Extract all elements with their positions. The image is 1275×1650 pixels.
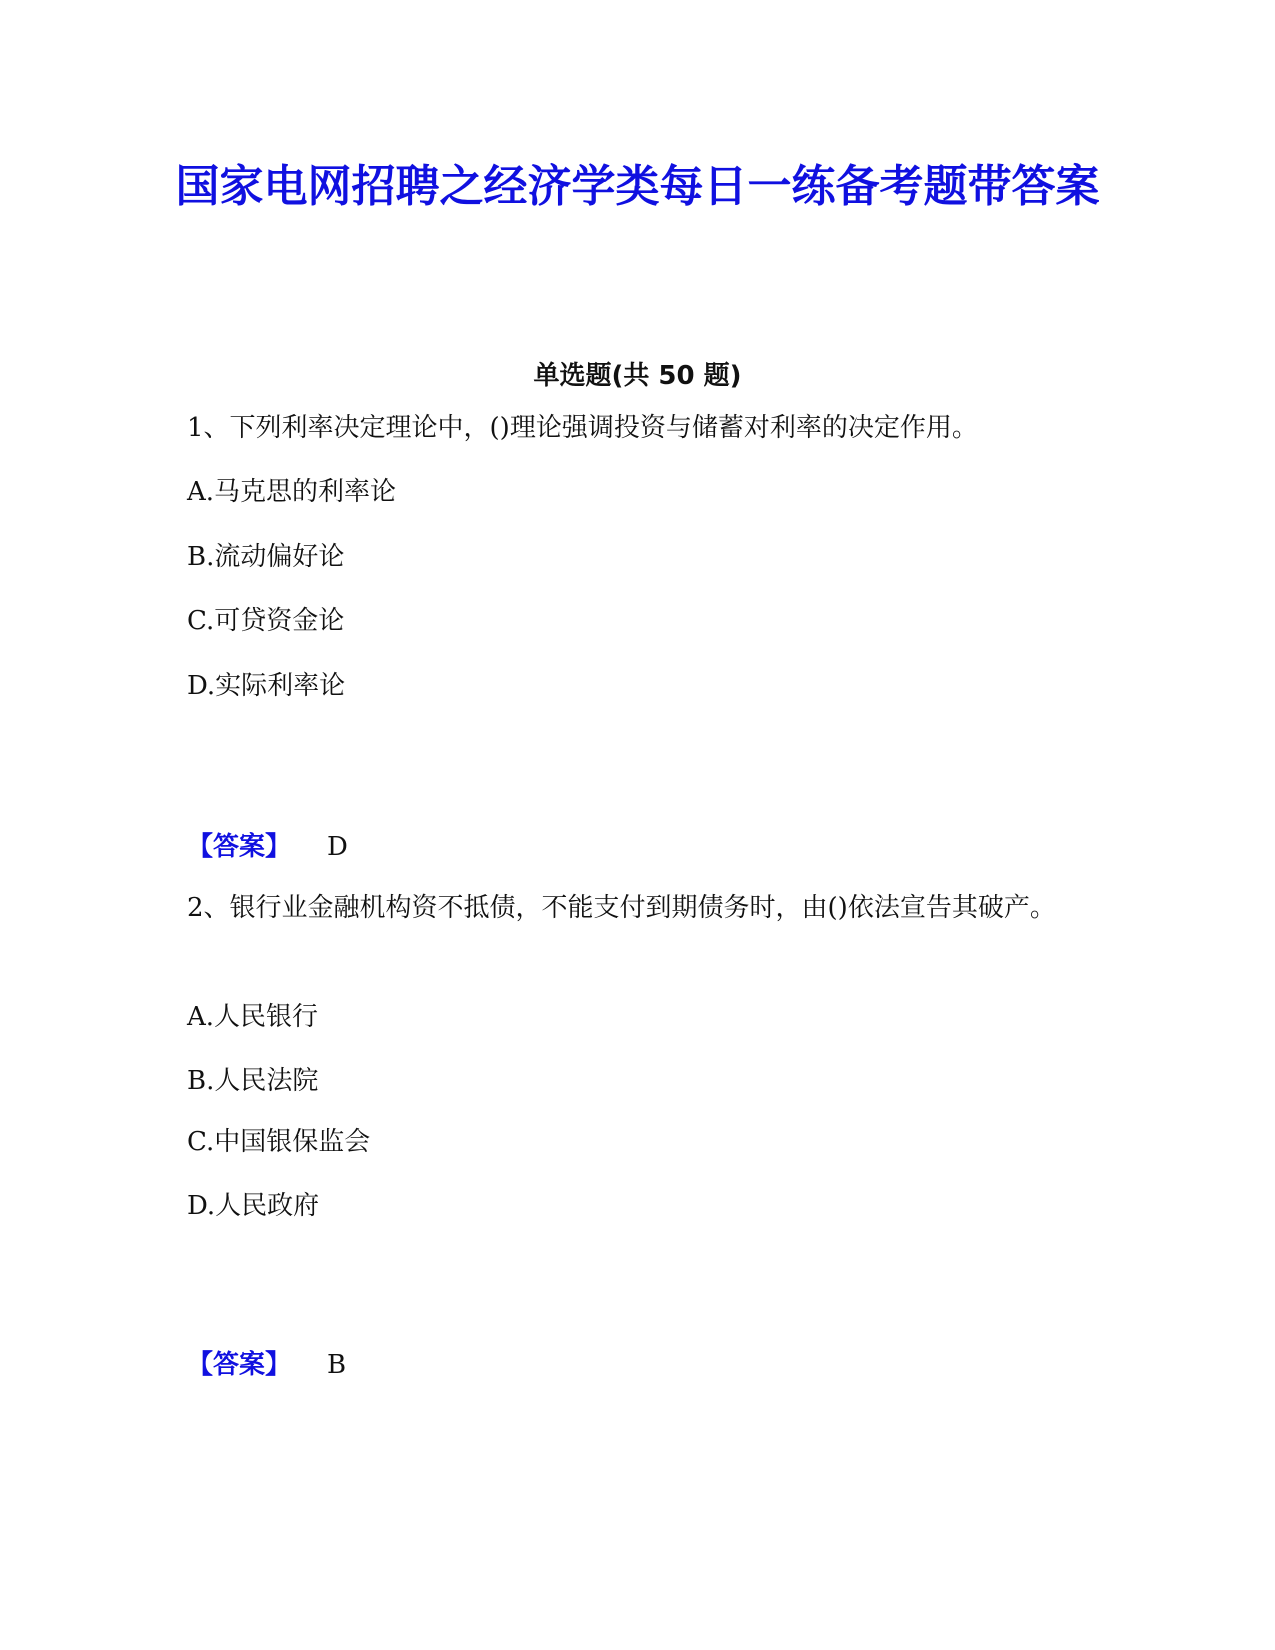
- page-title: 国家电网招聘之经济学类每日一练备考题带答案: [175, 161, 1100, 212]
- answer-label: 【答案】: [187, 1350, 292, 1380]
- question-2-option-a: A.人民银行: [187, 1002, 319, 1032]
- section-heading: 单选题(共 50 题): [533, 361, 742, 391]
- question-1-option-b: B.流动偏好论: [187, 542, 345, 572]
- question-2-option-d: D.人民政府: [187, 1191, 320, 1221]
- answer-value: B: [327, 1350, 347, 1380]
- answer-value: D: [327, 832, 348, 862]
- question-1-option-c: C.可贷资金论: [187, 606, 345, 636]
- question-2-text: 2、银行业金融机构资不抵债，不能支付到期债务时，由()依法宣告其破产。: [187, 893, 1056, 923]
- question-1-option-a: A.马克思的利率论: [187, 477, 397, 507]
- question-2-option-c: C.中国银保监会: [187, 1127, 371, 1157]
- question-1-text: 1、下列利率决定理论中，()理论强调投资与储蓄对利率的决定作用。: [187, 413, 978, 443]
- question-1-answer: [187, 823, 1087, 871]
- question-1-option-d: D.实际利率论: [187, 671, 346, 701]
- answer-label: 【答案】: [187, 832, 292, 862]
- question-2-answer: [187, 1341, 1087, 1389]
- question-2-option-b: B.人民法院: [187, 1066, 319, 1096]
